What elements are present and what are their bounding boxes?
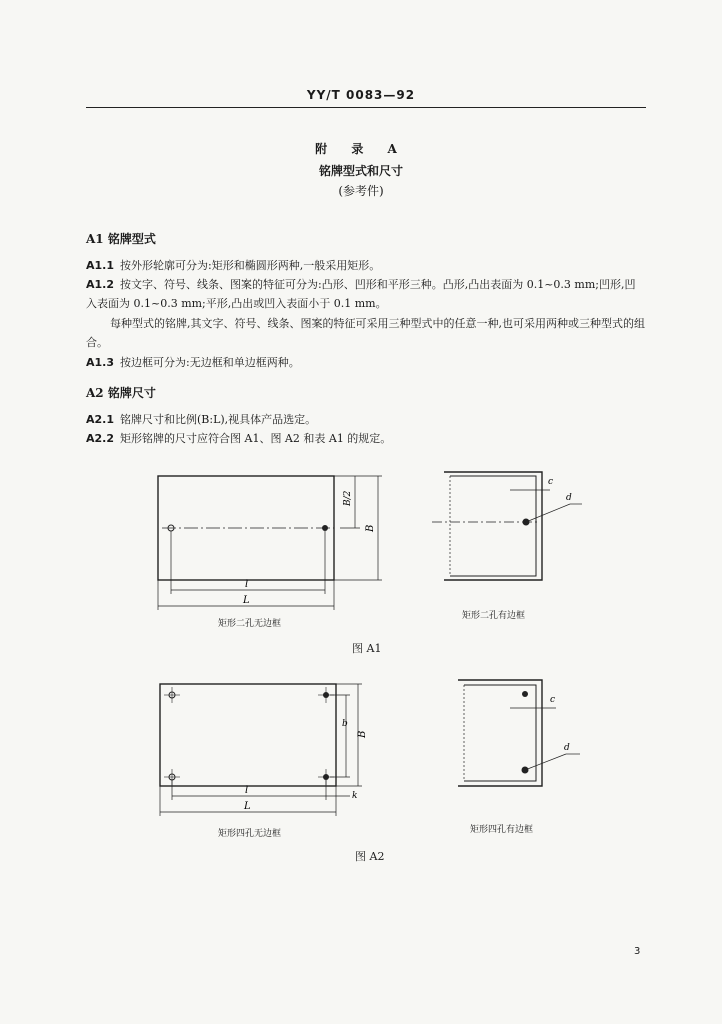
label-b: B xyxy=(357,730,368,738)
para-a2-1 xyxy=(86,410,646,429)
border-frame xyxy=(450,476,536,576)
label-b: B xyxy=(365,524,376,532)
para-number: A2.1 xyxy=(86,413,114,426)
label-l-big: L xyxy=(243,595,250,606)
figure-a1-right-drawing xyxy=(430,462,600,584)
section-a1-heading: A1 铭牌型式 xyxy=(86,232,156,246)
para-text: 铭牌尺寸和比例(B:L),视具体产品选定。 xyxy=(120,413,317,426)
figure-a2-left-drawing xyxy=(150,676,370,826)
appendix-note: (参考件) xyxy=(338,184,384,198)
figure-a2-right-caption: 矩形四孔有边框 xyxy=(470,825,534,835)
label-half-b: B/2 xyxy=(343,490,353,506)
para-number: A1.3 xyxy=(86,356,114,369)
appendix-title: 铭牌型式和尺寸 xyxy=(318,164,403,178)
label-b-small: b xyxy=(342,719,348,729)
figure-a2-left-caption: 矩形四孔无边框 xyxy=(218,829,282,839)
label-k: k xyxy=(352,791,358,801)
section-a2-heading: A2 铭牌尺寸 xyxy=(86,386,156,400)
para-text: 矩形铭牌的尺寸应符合图 A1、图 A2 和表 A1 的规定。 xyxy=(120,432,392,445)
label-l-small: l xyxy=(245,579,249,590)
header-rule xyxy=(86,107,646,108)
label-c: c xyxy=(548,477,554,487)
nameplate-outline xyxy=(160,684,336,786)
figure-a1-left-caption: 矩形二孔无边框 xyxy=(218,619,282,629)
nameplate-outline xyxy=(458,680,542,786)
para-a1-3 xyxy=(86,353,646,372)
label-l-big: L xyxy=(244,801,251,812)
para-number: A1.1 xyxy=(86,259,114,272)
mount-hole xyxy=(522,691,528,697)
leader-line xyxy=(526,504,570,522)
figure-a1-right-caption: 矩形二孔有边框 xyxy=(462,611,526,621)
para-number: A1.2 xyxy=(86,278,114,291)
para-text: 按边框可分为:无边框和单边框两种。 xyxy=(120,356,300,369)
para-a1-2-continued: 每种型式的铭牌,其文字、符号、线条、图案的特征可采用三种型式中的任意一种,也可采用两种或三种型式的组合。 xyxy=(86,317,645,349)
figure-a1-left-drawing xyxy=(150,468,390,618)
para-a2-2 xyxy=(86,429,646,448)
appendix-label: 附 录 A xyxy=(315,142,407,156)
label-l-small: l xyxy=(245,785,249,796)
para-number: A2.2 xyxy=(86,432,114,445)
para-a1-2 xyxy=(86,275,646,313)
standard-code: YY/T 0083—92 xyxy=(306,88,416,102)
para-text: 按外形轮廓可分为:矩形和椭圆形两种,一般采用矩形。 xyxy=(120,259,381,272)
label-c: c xyxy=(550,695,556,705)
label-d: d xyxy=(566,493,572,503)
leader-line xyxy=(525,754,566,770)
figure-a2-title: 图 A2 xyxy=(355,850,385,863)
figure-a2-right-drawing xyxy=(450,672,600,794)
page-number: 3 xyxy=(634,946,641,957)
mount-hole-right xyxy=(322,525,328,531)
para-a1-1 xyxy=(86,256,646,275)
label-d: d xyxy=(564,743,570,753)
figure-a1-title: 图 A1 xyxy=(352,642,382,655)
para-text: 按文字、符号、线条、图案的特征可分为:凸形、凹形和平形三种。凸形,凸出表面为 0.1~0.3 mm;凹形,凹入表面为 0.1~0.3 mm;平形,凸出或凹入表面小于 0.1 mm。 xyxy=(86,278,636,310)
nameplate-outline xyxy=(444,472,542,580)
